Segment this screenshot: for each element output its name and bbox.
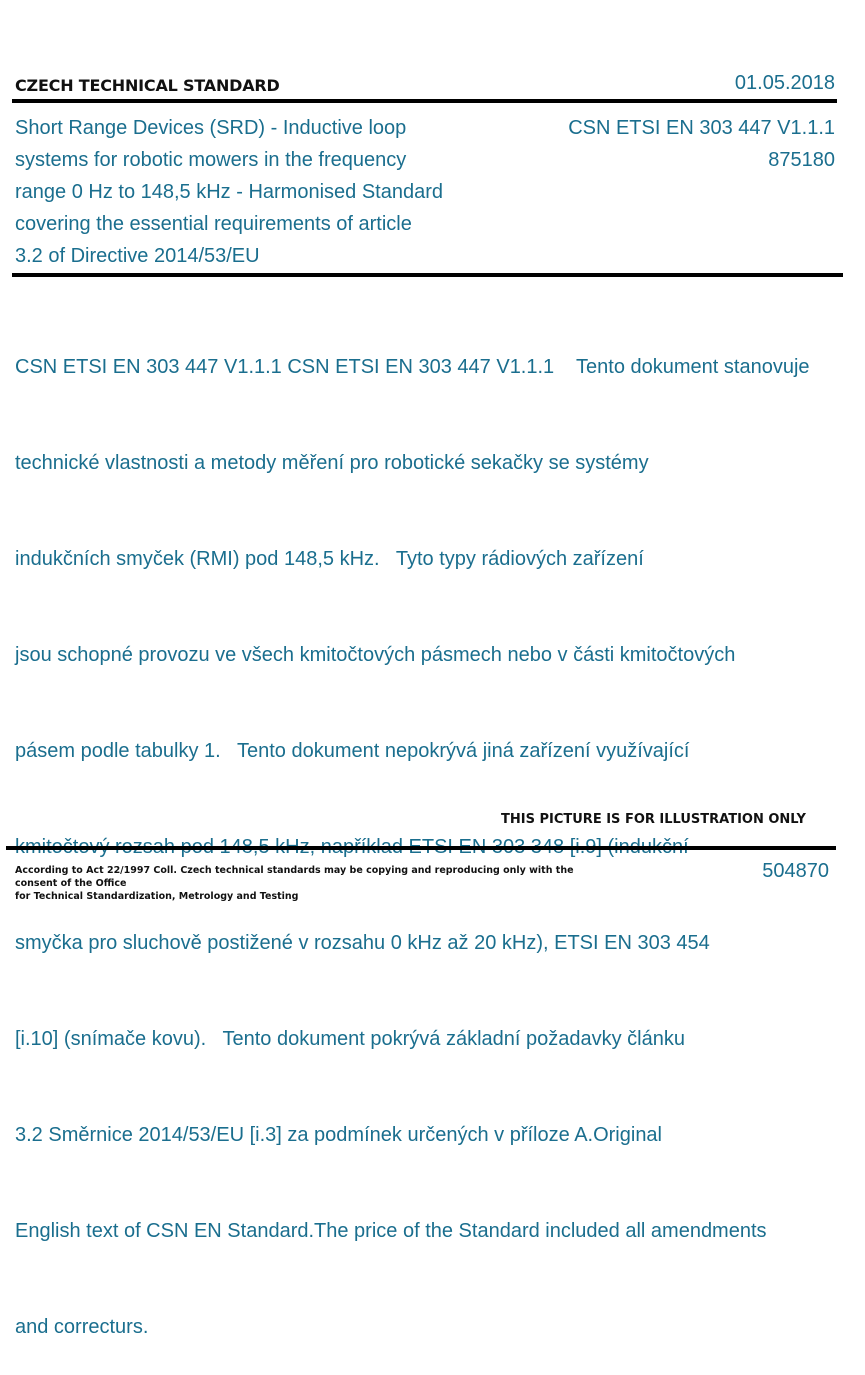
description-line: CSN ETSI EN 303 447 V1.1.1 CSN ETSI EN 303 447 V1.1.1 Tento dokument stanovuje <box>15 356 810 378</box>
footer-number: 504870 <box>762 860 829 882</box>
legal-line: for Technical Standardization, Metrology and Testing <box>15 891 299 902</box>
description-line: smyčka pro sluchově postižené v rozsahu 0 kHz až 20 kHz), ETSI EN 303 454 <box>15 932 710 954</box>
title-line: 3.2 of Directive 2014/53/EU <box>15 245 260 267</box>
description-line: English text of CSN EN Standard.The price of the Standard included all amendments <box>15 1220 767 1242</box>
description-line: [i.10] (snímače kovu). Tento dokument pokrývá základní požadavky článku <box>15 1028 685 1050</box>
description-line: technické vlastnosti a metody měření pro robotické sekačky se systémy <box>15 452 649 474</box>
footer-divider <box>6 846 836 850</box>
header-divider <box>12 99 837 103</box>
header-date: 01.05.2018 <box>734 72 835 94</box>
description-line: pásem podle tabulky 1. Tento dokument nepokrývá jiná zařízení využívající <box>15 740 690 762</box>
title-line: range 0 Hz to 148,5 kHz - Harmonised Standard <box>15 181 443 203</box>
standard-title <box>15 112 495 272</box>
description-line: 3.2 Směrnice 2014/53/EU [i.3] za podmínek určených v příloze A.Original <box>15 1124 663 1146</box>
description-line: indukčních smyček (RMI) pod 148,5 kHz. Tyto typy rádiových zařízení <box>15 548 644 570</box>
illustration-note: THIS PICTURE IS FOR ILLUSTRATION ONLY <box>501 812 806 827</box>
title-divider <box>12 273 843 277</box>
legal-line: According to Act 22/1997 Coll. Czech technical standards may be copying and reproducing only with the consent of the Office <box>15 865 574 889</box>
header-title: CZECH TECHNICAL STANDARD <box>15 76 280 95</box>
standard-identifiers <box>568 112 835 176</box>
title-line: systems for robotic mowers in the frequency <box>15 149 407 171</box>
description <box>15 287 865 1375</box>
title-line: covering the essential requirements of article <box>15 213 412 235</box>
description-line: and correcturs. <box>15 1316 149 1338</box>
legal-notice <box>15 864 615 903</box>
standard-code: CSN ETSI EN 303 447 V1.1.1 <box>568 117 835 139</box>
description-line: jsou schopné provozu ve všech kmitočtových pásmech nebo v části kmitočtových <box>15 644 736 666</box>
catalog-number: 875180 <box>768 149 835 171</box>
title-line: Short Range Devices (SRD) - Inductive loop <box>15 117 407 139</box>
